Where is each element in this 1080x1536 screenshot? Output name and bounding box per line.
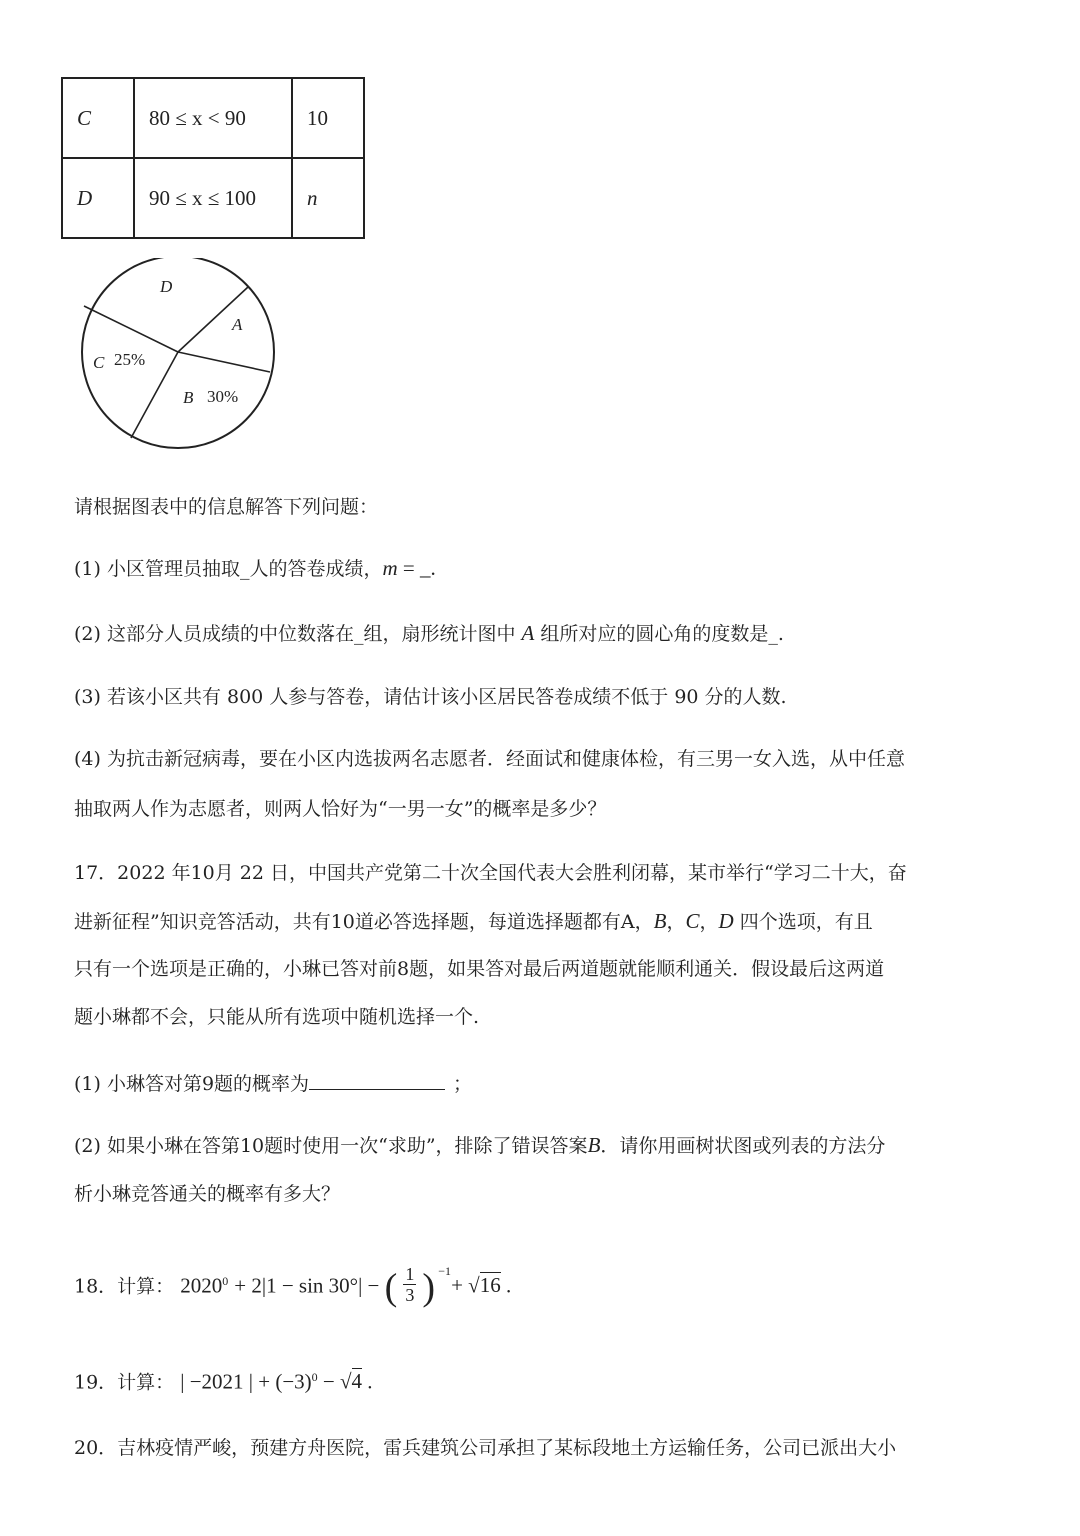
q16-part1-tail: = _.	[397, 556, 436, 580]
q19-term1-exp: 0	[311, 1370, 318, 1384]
q16-part3: (3) 若该小区共有 800 人参与答卷，请估计该小区居民答卷成绩不低于 90 分的人数.	[74, 686, 787, 708]
pie-label-b: B	[183, 388, 194, 407]
q19-term1: | −2021 | + (−3)	[180, 1369, 312, 1394]
q17-part2-var: B	[587, 1133, 601, 1157]
q17-sep: ，	[666, 911, 686, 933]
q16-part1-text: (1) 小区管理员抽取_人的答卷成绩，	[74, 558, 383, 580]
q17-sep: ，	[699, 911, 719, 933]
answer-blank	[309, 1067, 445, 1090]
q16-intro: 请根据图表中的信息解答下列问题：	[74, 496, 379, 518]
q16-part1-var: m	[382, 556, 398, 580]
q18-term3: +	[451, 1273, 469, 1298]
q16-part2-text: (2) 这部分人员成绩的中位数落在_组，扇形统计图中	[74, 623, 522, 645]
q18-end: .	[500, 1273, 512, 1298]
q17-part1-text: (1) 小琳答对第9题的概率为	[74, 1073, 310, 1095]
q19-end: .	[362, 1369, 373, 1394]
pie-divider	[84, 306, 178, 352]
group-cell: C	[62, 78, 134, 158]
q18-term2: + 2|1 − sin 30°| −	[234, 1273, 385, 1298]
right-paren: )	[422, 1266, 436, 1309]
count-cell: n	[292, 158, 364, 238]
table-row	[62, 158, 364, 238]
q18-denominator: 3	[405, 1284, 415, 1305]
q18-prefix: 18．计算：	[74, 1275, 175, 1298]
q16-part2-var: A	[521, 621, 535, 645]
q17-part2-line1	[74, 1131, 1014, 1160]
q16-part4-line1: (4) 为抗击新冠病毒，要在小区内选拔两名志愿者．经面试和健康体检，有三男一女入选，从中任意	[74, 748, 905, 770]
q19-prefix: 19．计算：	[74, 1371, 175, 1394]
q17-part1	[74, 1067, 1014, 1098]
q17-line2	[74, 907, 1014, 936]
pie-chart	[60, 258, 290, 458]
q17-part2-line2: 析小琳竞答通关的概率有多大？	[74, 1183, 341, 1205]
q18-fraction-group	[384, 1263, 452, 1309]
q19-radicand: 4	[351, 1369, 363, 1394]
q18-fraction	[403, 1264, 416, 1305]
pie-label-a: A	[232, 315, 243, 334]
range-cell: 80 ≤ x < 90	[134, 78, 292, 158]
q18	[74, 1263, 1014, 1309]
q18-radicand: 16	[479, 1273, 501, 1298]
q18-term1: 2020	[180, 1273, 223, 1298]
pie-label-c: C	[93, 353, 105, 372]
q17-line1: 17．2022 年10月 22 日，中国共产党第二十次全国代表大会胜利闭幕，某市举行“学习二十大，奋	[74, 862, 907, 884]
pie-divider	[178, 352, 270, 372]
q18-exponent: −1	[438, 1263, 452, 1278]
q20-line1: 20．吉林疫情严峻，预建方舟医院，雷兵建筑公司承担了某标段地土方运输任务，公司已派出大小	[74, 1437, 897, 1459]
sqrt-symbol: √	[340, 1369, 352, 1394]
count-cell: 10	[292, 78, 364, 158]
q16-part4-line2: 抽取两人作为志愿者，则两人恰好为“一男一女”的概率是多少？	[74, 798, 607, 820]
q19	[74, 1363, 1014, 1396]
q17-part2-text: (2) 如果小琳在答第10题时使用一次“求助”，排除了错误答案	[74, 1135, 588, 1157]
left-paren: (	[384, 1266, 398, 1309]
range-cell: 90 ≤ x ≤ 100	[134, 158, 292, 238]
q18-term1-exp: 0	[222, 1274, 229, 1288]
q17-option-d: D	[718, 909, 734, 933]
q16-part1	[74, 554, 1014, 583]
q17-line2-text: 进新征程”知识竞答活动，共有10道必答选择题，每道选择题都有A，	[74, 911, 654, 933]
group-cell: D	[62, 158, 134, 238]
q19-term2: −	[317, 1369, 341, 1394]
q17-line3: 只有一个选项是正确的，小琳已答对前8题，如果答对最后两道题就能顺利通关．假设最后这两道	[74, 958, 885, 980]
sqrt-symbol: √	[468, 1273, 480, 1298]
table-row	[62, 78, 364, 158]
pie-label-d: D	[160, 277, 173, 296]
q17-option-b: B	[653, 909, 667, 933]
q17-part1-end: ；	[453, 1073, 473, 1095]
q17-part2-tail: ．请你用画树状图或列表的方法分	[600, 1135, 886, 1157]
q17-line2-tail: 四个选项，有且	[733, 911, 873, 933]
q18-numerator: 1	[405, 1263, 415, 1284]
q16-part2	[74, 619, 1014, 648]
score-table	[61, 77, 365, 239]
q17-option-c: C	[685, 909, 700, 933]
pie-label-c-pct: 25%	[114, 350, 146, 369]
q17-line4: 题小琳都不会，只能从所有选项中随机选择一个.	[74, 1006, 480, 1028]
q16-part2-tail: 组所对应的圆心角的度数是_.	[534, 623, 784, 645]
pie-label-b-pct: 30%	[207, 387, 239, 406]
